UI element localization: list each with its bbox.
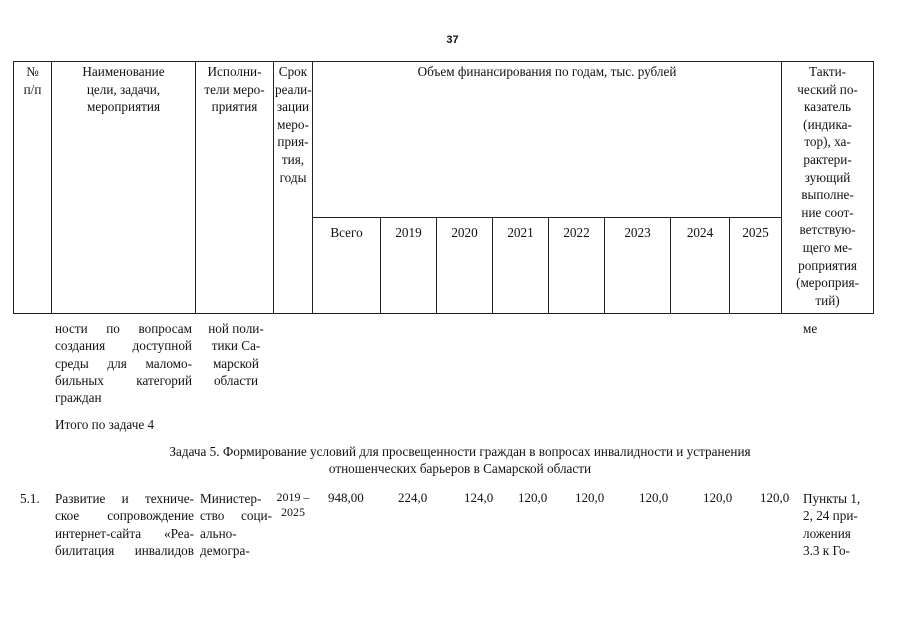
row-5-1-2019: 224,0 [398, 490, 428, 505]
row-5-1-indicator: Пункты 1, 2, 24 при- ложения 3.3 к Го- [803, 491, 861, 558]
header-year-2019: 2019 [381, 218, 437, 314]
row-5-1-num: 5.1. [20, 491, 40, 506]
header-executors: Исполни- тели меро- приятия [196, 62, 274, 314]
cont-executors: ной поли- тики Са- марской области [208, 321, 264, 388]
row-5-1-total: 948,00 [328, 490, 364, 505]
row-5-1-2021: 120,0 [518, 490, 548, 505]
row-5-1-term: 2019 – 2025 [276, 490, 310, 519]
header-financing: Объем финансирования по годам, тыс. рублей [313, 62, 782, 218]
header-year-2024: 2024 [671, 218, 730, 314]
header-num: № п/п [14, 62, 52, 314]
header-term: Срок реали- зации меро- прия- тия, годы [274, 62, 313, 314]
header-table [13, 61, 874, 314]
row-5-1-2023: 120,0 [639, 490, 669, 505]
task5-title: Задача 5. Формирование условий для просвещенности граждан в вопросах инвалидности и устранения отношенческих барьеров в Самарской области [169, 444, 751, 477]
row-5-1-name: Развитие и техниче- ское сопровождение интернет-сайта «Реа- билитация инвалидов [55, 491, 194, 558]
row-5-1-2020: 124,0 [464, 490, 494, 505]
header-name: Наименование цели, задачи, мероприятия [52, 62, 196, 314]
cont-indicator: ме [803, 321, 818, 336]
header-year-2022: 2022 [549, 218, 605, 314]
row-5-1-2025: 120,0 [760, 490, 790, 505]
header-year-2023: 2023 [605, 218, 671, 314]
row-5-1-2022: 120,0 [575, 490, 605, 505]
cont-name: ности по вопросам создания доступной среды для маломо- бильных категорий граждан [55, 321, 192, 406]
header-total: Всего [313, 218, 381, 314]
header-year-2021: 2021 [493, 218, 549, 314]
row-5-1-executors: Министер- ство соци- ально- демогра- [200, 491, 272, 558]
row-5-1-2024: 120,0 [703, 490, 733, 505]
header-year-2020: 2020 [437, 218, 493, 314]
page-number: 37 [446, 34, 459, 46]
header-indicator: Такти- ческий по- казатель (индика- тор), ха- рактери- зующий выполне- ние соот- ветствую- щего ме- роприятия (мероприя- тий) [782, 62, 874, 314]
task4-total: Итого по задаче 4 [55, 417, 155, 432]
header-year-2025: 2025 [730, 218, 782, 314]
